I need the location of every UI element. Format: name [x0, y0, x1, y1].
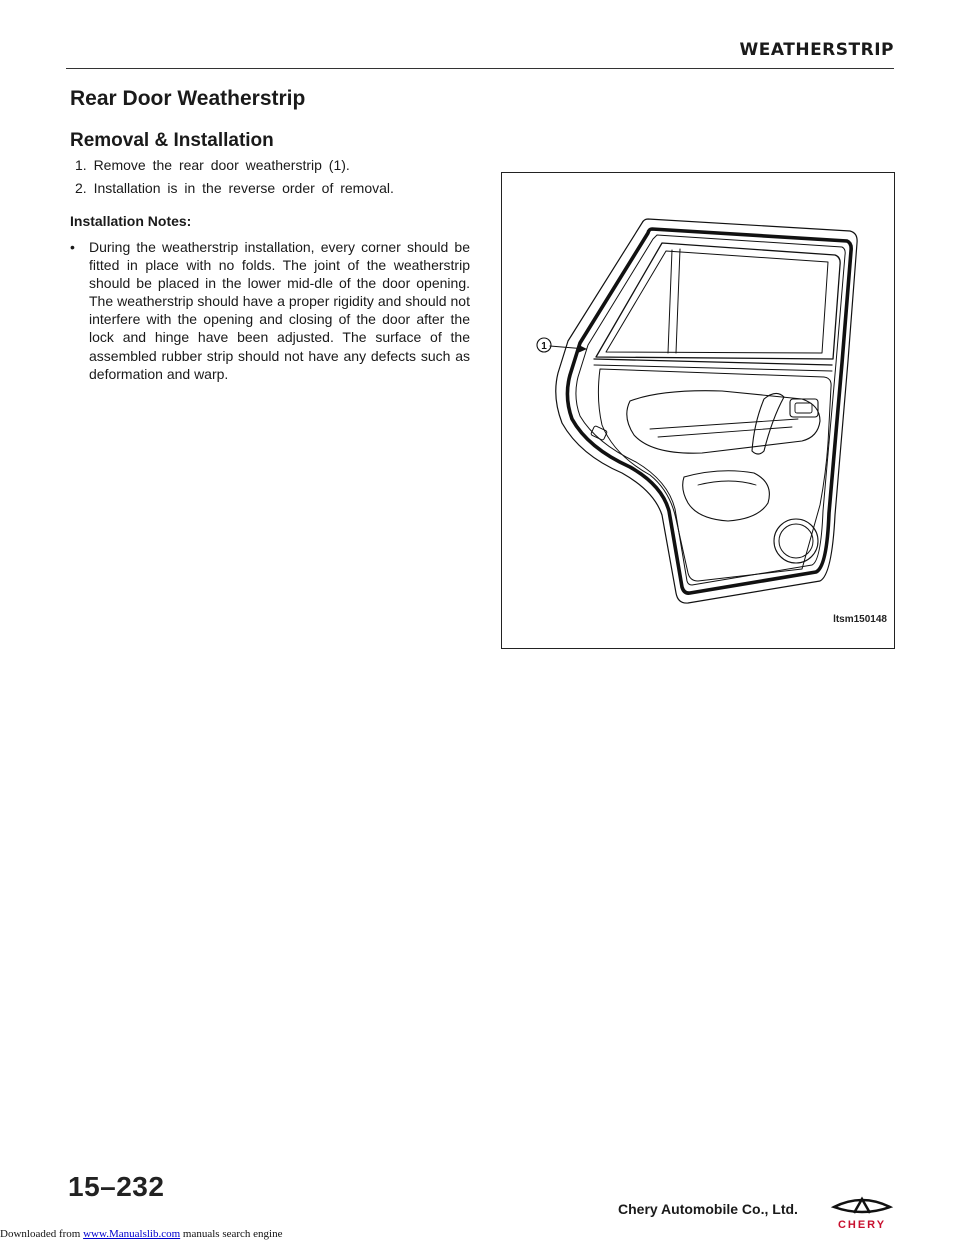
callout-number: 1: [541, 341, 547, 352]
weatherstrip: [567, 229, 851, 593]
rear-door-drawing: [502, 173, 896, 650]
step-item: 1. Remove the rear door weatherstrip (1).: [75, 157, 350, 173]
page-title: Rear Door Weatherstrip: [70, 87, 306, 110]
figure-id: ltsm150148: [833, 614, 887, 625]
company-name: Chery Automobile Co., Ltd.: [618, 1201, 798, 1217]
speaker-grille: [774, 519, 818, 563]
download-suffix: manuals search engine: [182, 1228, 283, 1240]
inner-handle: [790, 399, 818, 417]
section-subtitle: Removal & Installation: [70, 130, 274, 151]
step-item: 2. Installation is in the reverse order of removal.: [75, 180, 394, 196]
door-illustration: [501, 172, 895, 649]
header-divider: [66, 68, 894, 69]
svg-text:CHERY: CHERY: [837, 1219, 887, 1231]
installation-notes-heading: Installation Notes:: [70, 213, 192, 229]
map-pocket: [683, 471, 770, 521]
installation-note: [70, 238, 470, 383]
header-title: WEATHERSTRIP: [739, 40, 894, 60]
manualslib-link[interactable]: www.Manualslib.com: [83, 1228, 181, 1240]
download-attribution: [0, 1228, 282, 1240]
page-number: 15–232: [68, 1171, 165, 1202]
bullet-icon: •: [70, 239, 75, 255]
chery-logo-icon: [830, 1195, 894, 1231]
installation-note-text: During the weatherstrip installation, every corner should be fitted in place with no folds. The joint of the weatherstrip should be placed in the lower mid-dle of the door opening. The weatherstrip should have a proper rigidity and should not interfere with the opening and closing of the door after the lock and hinge have been adjusted. The surface of the assembled rubber strip should not have any defects such as deformation and warp.: [89, 239, 470, 382]
procedure-steps: [70, 157, 470, 203]
door-trim-panel: [598, 369, 831, 581]
download-prefix: Downloaded from: [0, 1228, 81, 1240]
